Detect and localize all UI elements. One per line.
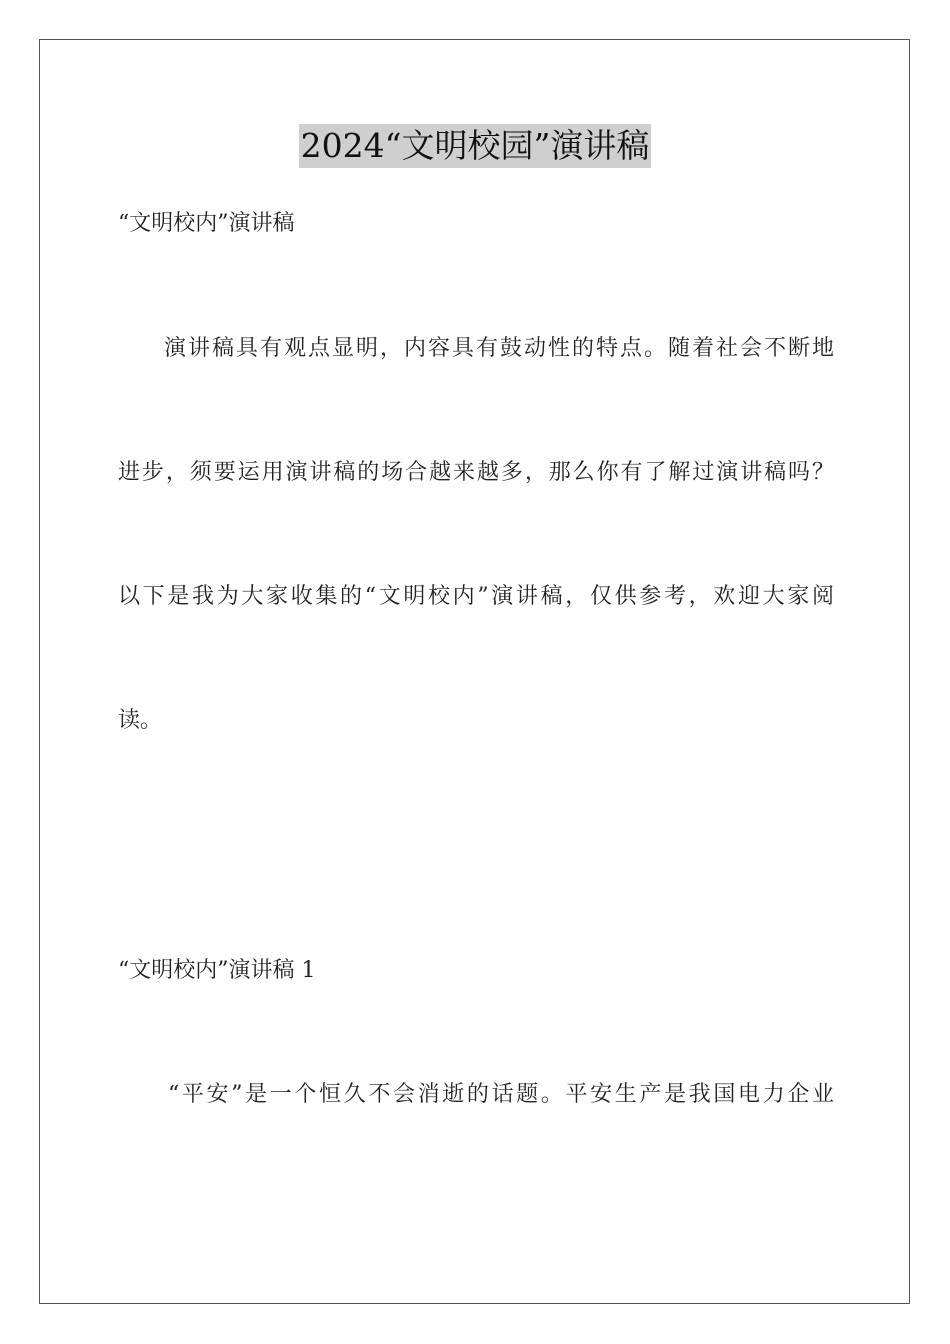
intro-line-3: 以下是我为大家收集的“文明校内”演讲稿，仅供参考，欢迎大家阅 [118, 584, 834, 609]
title-container [0, 124, 950, 168]
document-subtitle: “文明校内”演讲稿 [118, 211, 295, 236]
section-heading: “文明校内”演讲稿 1 [118, 958, 316, 983]
section-line-1: “平安”是一个恒久不会消逝的话题。平安生产是我国电力企业 [168, 1082, 834, 1107]
intro-line-1: 演讲稿具有观点显明，内容具有鼓动性的特点。随着社会不断地 [164, 336, 834, 361]
intro-line-2: 进步，须要运用演讲稿的场合越来越多，那么你有了解过演讲稿吗？ [118, 460, 834, 485]
document-title: 2024“文明校园”演讲稿 [299, 124, 652, 168]
intro-line-4: 读。 [118, 708, 163, 733]
